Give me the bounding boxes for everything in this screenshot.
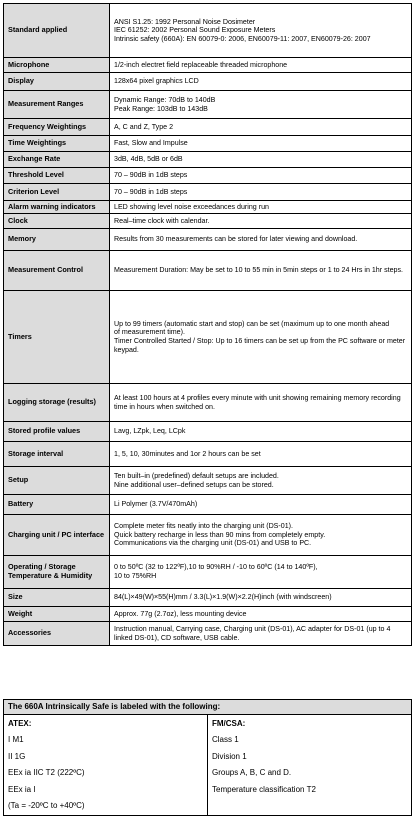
spec-value-line: Li Polymer (3.7V/470mAh) bbox=[114, 500, 198, 509]
spec-row bbox=[4, 467, 412, 495]
intrinsic-safety-table bbox=[3, 699, 412, 816]
spec-value-line: IEC 61252: 2002 Personal Sound Exposure Meters bbox=[114, 26, 276, 35]
spec-label: Measurement Control bbox=[4, 251, 110, 291]
fmcsa-item: Class 1 bbox=[212, 735, 239, 745]
spec-value-line: Communications via the charging unit (DS-01) and USB to PC. bbox=[114, 539, 312, 548]
spec-row bbox=[4, 4, 412, 58]
spec-value bbox=[110, 58, 412, 73]
spec-label: Threshold Level bbox=[4, 168, 110, 184]
spec-row bbox=[4, 291, 412, 384]
spec-value bbox=[110, 73, 412, 91]
spec-row bbox=[4, 422, 412, 442]
spec-value-line: Up to 99 timers (automatic start and stop) can be set (maximum up to one month ahead bbox=[114, 319, 390, 328]
spec-value bbox=[110, 589, 412, 607]
spec-value-line: At least 100 hours at 4 profiles every minute with unit showing remaining memory recording time in hours when switched on. bbox=[114, 393, 401, 411]
spec-value-line: 10 to 75%RH bbox=[114, 572, 157, 580]
spec-label: Measurement Ranges bbox=[4, 91, 110, 119]
spec-row bbox=[4, 622, 412, 646]
spec-value-line: Dynamic Range: 70dB to 140dB bbox=[114, 95, 216, 104]
spec-value-line: Instruction manual, Carrying case, Charging unit (DS-01), AC adapter for DS-01 (up to 4 linked DS-01), CD software, USB cable. bbox=[114, 624, 391, 642]
spec-row bbox=[4, 589, 412, 607]
fmcsa-item: Groups A, B, C and D. bbox=[212, 768, 292, 778]
spec-value bbox=[110, 152, 412, 168]
spec-row bbox=[4, 73, 412, 91]
spec-row bbox=[4, 58, 412, 73]
spec-label: Microphone bbox=[4, 58, 110, 73]
spec-value-line: Fast, Slow and Impulse bbox=[114, 139, 188, 148]
spec-label: Size bbox=[4, 589, 110, 607]
spec-value-line: A, C and Z, Type 2 bbox=[114, 122, 174, 131]
spec-label: Logging storage (results) bbox=[4, 384, 110, 422]
specifications-table bbox=[3, 3, 412, 646]
fmcsa-heading: FM/CSA: bbox=[212, 719, 246, 728]
spec-value bbox=[110, 201, 412, 214]
spec-value bbox=[110, 214, 412, 229]
spec-label: Criterion Level bbox=[4, 184, 110, 201]
spec-value bbox=[110, 422, 412, 442]
spec-label: Setup bbox=[4, 467, 110, 495]
spec-value-line: Measurement Duration: May be set to 10 to 55 min in 5min steps or 1 to 24 Hrs in 1hr steps. bbox=[114, 266, 404, 275]
spec-row bbox=[4, 201, 412, 214]
spec-value bbox=[110, 467, 412, 495]
spec-value-line: 3dB, 4dB, 5dB or 6dB bbox=[114, 155, 183, 164]
spec-value-line: Real–time clock with calendar. bbox=[114, 216, 210, 225]
spec-label: Operating / Storage Temperature & Humidity bbox=[4, 556, 110, 589]
fmcsa-item: Temperature classification T2 bbox=[212, 784, 316, 794]
spec-value bbox=[110, 607, 412, 622]
fmcsa-column bbox=[208, 715, 412, 816]
atex-column bbox=[4, 715, 208, 816]
spec-value-line: Intrinsic safety (660A): EN 60079-0: 2006, EN60079-11: 2007, EN60079-26: 2007 bbox=[114, 34, 371, 43]
spec-row bbox=[4, 184, 412, 201]
spec-label: Memory bbox=[4, 229, 110, 251]
atex-item: (Ta = -20ºC to +40ºC) bbox=[8, 801, 85, 811]
fmcsa-item: Division 1 bbox=[212, 751, 247, 761]
spec-value-line: LED showing level noise exceedances during run bbox=[114, 202, 269, 211]
spec-value bbox=[110, 168, 412, 184]
spec-value bbox=[110, 291, 412, 384]
spec-value-line: Complete meter fits neatly into the charging unit (DS-01). bbox=[114, 522, 294, 531]
spec-value-line: ANSI S1.25: 1992 Personal Noise Dosimeter bbox=[114, 17, 256, 26]
spec-value-line: Quick battery recharge in less than 90 mins from completely empty. bbox=[114, 530, 326, 539]
spec-row bbox=[4, 229, 412, 251]
spec-value bbox=[110, 136, 412, 152]
spec-value-line: 70 – 90dB in 1dB steps bbox=[114, 187, 188, 196]
spec-value-line: Lavg, LZpk, Leq, LCpk bbox=[114, 427, 186, 436]
spec-row bbox=[4, 607, 412, 622]
spec-label: Frequency Weightings bbox=[4, 119, 110, 136]
spec-label: Clock bbox=[4, 214, 110, 229]
atex-item: EEx ia IIC T2 (222ºC) bbox=[8, 768, 85, 778]
spec-value bbox=[110, 4, 412, 58]
spec-value-line: Approx. 77g (2.7oz), less mounting device bbox=[114, 609, 247, 618]
spec-label: Weight bbox=[4, 607, 110, 622]
spec-row bbox=[4, 168, 412, 184]
atex-item: I M1 bbox=[8, 735, 24, 745]
spec-label: Accessories bbox=[4, 622, 110, 646]
atex-item: II 1G bbox=[8, 751, 26, 761]
spec-value bbox=[110, 229, 412, 251]
spec-value-line: 0 to 50ºC (32 to 122ºF),10 to 90%RH / -10 to 60ºC (14 to 140ºF), bbox=[114, 563, 318, 572]
spec-label: Standard applied bbox=[4, 4, 110, 58]
spec-row bbox=[4, 556, 412, 589]
atex-item: EEx ia I bbox=[8, 784, 36, 794]
spec-label: Stored profile values bbox=[4, 422, 110, 442]
spec-value bbox=[110, 384, 412, 422]
spec-value bbox=[110, 442, 412, 467]
spec-label: Exchange Rate bbox=[4, 152, 110, 168]
spec-label: Time Weightings bbox=[4, 136, 110, 152]
safety-title: The 660A Intrinsically Safe is labeled with the following: bbox=[4, 700, 412, 715]
spec-value bbox=[110, 184, 412, 201]
spec-value-line: Peak Range: 103dB to 143dB bbox=[114, 104, 208, 113]
spec-value-line: 1, 5, 10, 30minutes and 1or 2 hours can be set bbox=[114, 449, 261, 458]
spec-row bbox=[4, 214, 412, 229]
spec-value-line: Timer Controlled Started / Stop: Up to 16 timers can be set up from the PC software or meter keypad. bbox=[114, 337, 406, 354]
spec-value-line: 1/2-inch electret field replaceable threaded microphone bbox=[114, 60, 288, 69]
spec-value-line: 70 – 90dB in 1dB steps bbox=[114, 171, 188, 180]
atex-heading: ATEX: bbox=[8, 719, 32, 728]
spec-label: Timers bbox=[4, 291, 110, 384]
spec-row bbox=[4, 136, 412, 152]
spec-value-line: of measurement time). bbox=[114, 328, 185, 337]
spec-value bbox=[110, 119, 412, 136]
spec-row bbox=[4, 251, 412, 291]
spec-value-line: 128x64 pixel graphics LCD bbox=[114, 77, 199, 86]
spec-value bbox=[110, 91, 412, 119]
spec-label: Alarm warning indicators bbox=[4, 201, 110, 214]
spec-row bbox=[4, 119, 412, 136]
spec-row bbox=[4, 515, 412, 556]
spec-label: Charging unit / PC interface bbox=[4, 515, 110, 556]
spec-value bbox=[110, 251, 412, 291]
spec-label: Battery bbox=[4, 495, 110, 515]
spec-label: Display bbox=[4, 73, 110, 91]
spec-value-line: Ten built–in (predefined) default setups are included. bbox=[114, 471, 279, 480]
spec-value-line: 84(L)×49(W)×55(H)mm / 3.3(L)×1.9(W)×2.2(H)inch (with windscreen) bbox=[114, 593, 332, 602]
spec-row bbox=[4, 495, 412, 515]
spec-label: Storage interval bbox=[4, 442, 110, 467]
spec-value-line: Nine additional user–defined setups can be stored. bbox=[114, 480, 274, 489]
spec-value bbox=[110, 622, 412, 646]
spec-row bbox=[4, 91, 412, 119]
spec-value bbox=[110, 515, 412, 556]
spec-row bbox=[4, 442, 412, 467]
spec-row bbox=[4, 152, 412, 168]
spec-value-line: Results from 30 measurements can be stored for later viewing and download. bbox=[114, 235, 358, 244]
spec-value bbox=[110, 495, 412, 515]
spec-value bbox=[110, 556, 412, 589]
spec-row bbox=[4, 384, 412, 422]
